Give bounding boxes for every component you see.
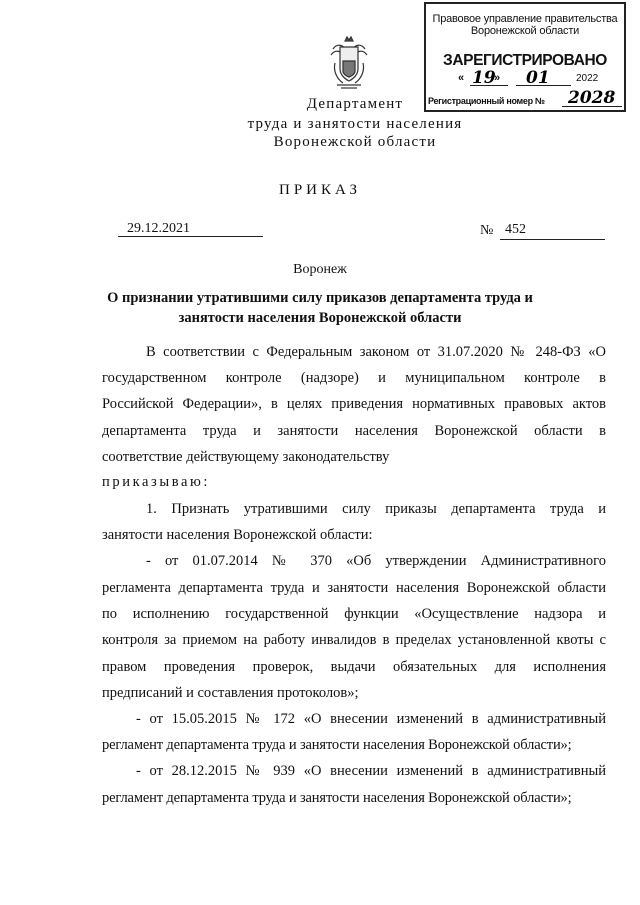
subitem1-line6: предписаний и составления протоколов»; [102, 685, 359, 701]
stamp-date-day: 19 [472, 68, 496, 88]
subitem2-line2: регламент департамента труда и занятости населения Воронежской области»; [102, 737, 572, 753]
subitem1-line5: правом проведения проверок, выдачи обязательных для исполнения [102, 659, 606, 675]
coat-of-arms-icon [327, 35, 371, 91]
document-city: Воронеж [293, 262, 347, 277]
subitem1-line3: по исполнению государственной функции «Осуществление надзора и [102, 606, 606, 622]
dept-line3: Воронежской области [273, 134, 437, 150]
stamp-registered: ЗАРЕГИСТРИРОВАНО [443, 52, 607, 69]
intro-line1: В соответствии с Федеральным законом от 31.07.2020 № 248-ФЗ «О [146, 344, 606, 360]
document-title [80, 288, 560, 328]
subitem1-line4: контроля за приемом на работу инвалидов в пределах установленной квоты с [102, 632, 606, 648]
document-date: 29.12.2021 [127, 221, 190, 236]
stamp-org-line2: Воронежской области [470, 25, 580, 37]
dept-line2: труда и занятости населения [247, 116, 463, 132]
intro-line2: государственном контроле (надзоре) и муниципальном контроле в [102, 370, 606, 386]
stamp-date [426, 70, 624, 90]
date-underline [118, 236, 263, 237]
subitem1-line1: - от 01.07.2014 № 370 «Об утверждении Административного [146, 553, 606, 569]
item1-line2: занятости населения Воронежской области: [102, 527, 373, 543]
document-type: ПРИКАЗ [279, 182, 361, 198]
stamp-date-month: 01 [526, 68, 550, 88]
stamp-reg-number-label: Регистрационный номер № [428, 96, 545, 106]
subitem3-line1: - от 28.12.2015 № 939 «О внесении изменений в административный [136, 763, 606, 779]
title-line2: занятости населения Воронежской области [178, 310, 462, 326]
order-word: приказываю: [102, 474, 211, 490]
number-sign: № [480, 223, 494, 238]
subitem1-line2: регламента департамента труда и занятости населения Воронежской области [102, 580, 606, 596]
stamp-date-day-underline [470, 85, 508, 86]
stamp-reg-number-value: 2028 [568, 88, 616, 108]
stamp-date-open-quote: « [458, 72, 465, 84]
title-line1: О признании утратившими силу приказов департамента труда и [107, 290, 533, 306]
stamp-date-month-underline [516, 85, 571, 86]
subitem3-line2: регламент департамента труда и занятости населения Воронежской области»; [102, 790, 572, 806]
intro-line5: соответствие действующему законодательству [102, 449, 390, 465]
item1-line1: 1. Признать утратившими силу приказы департамента труда и [146, 501, 606, 517]
stamp-date-year: 2022 [576, 73, 599, 84]
dept-line1: Департамент [306, 96, 404, 112]
stamp-date-close-quote: » [494, 72, 501, 84]
intro-line4: департамента труда и занятости населения Воронежской области в [102, 423, 606, 439]
subitem2-line1: - от 15.05.2015 № 172 «О внесении изменений в административный [136, 711, 606, 727]
document-number: 452 [505, 222, 526, 237]
intro-line3: Российской Федерации», в целях приведения нормативных правовых актов [102, 396, 606, 412]
stamp-org-line1: Правовое управление правительства [432, 13, 618, 25]
number-underline [500, 239, 605, 240]
stamp-reg-number-underline [562, 106, 622, 107]
